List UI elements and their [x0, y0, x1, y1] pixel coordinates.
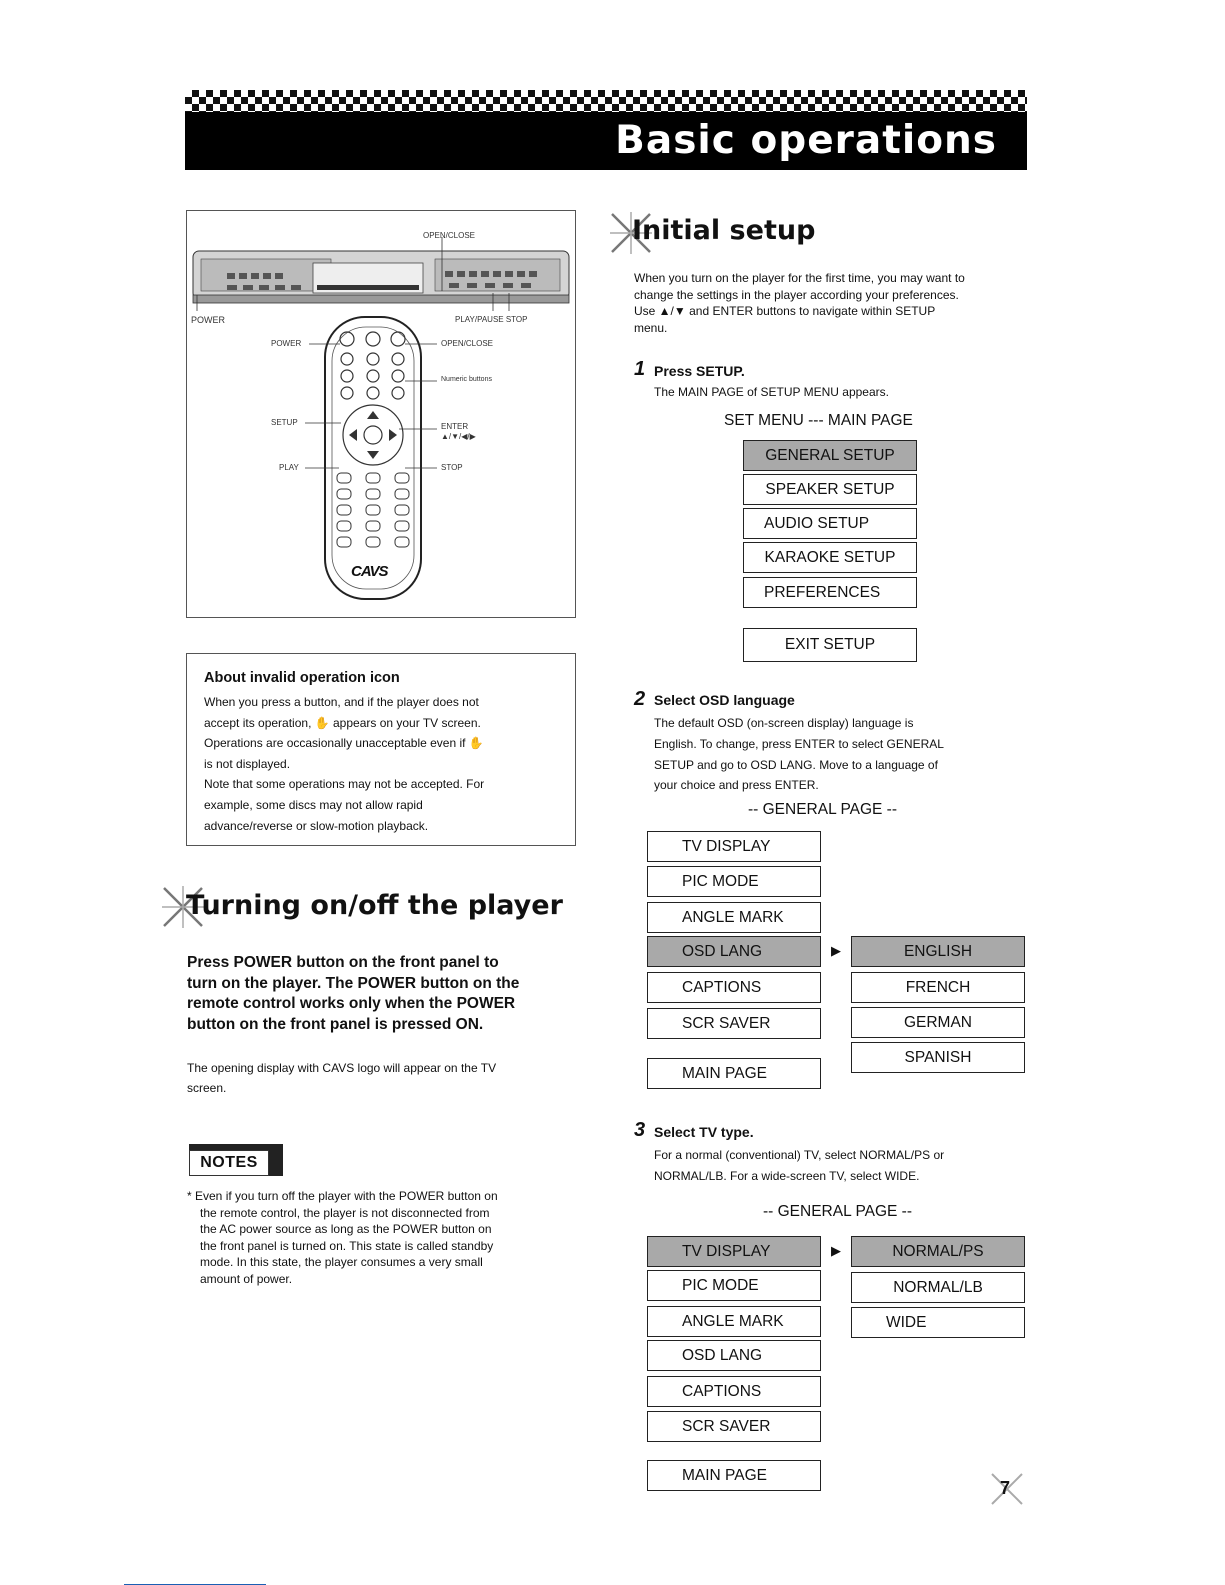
menu-item-pic-mode[interactable]: PIC MODE [647, 866, 821, 897]
option-normal-lb[interactable]: NORMAL/LB [851, 1272, 1025, 1303]
about-line: accept its operation, ✋ appears on your TV screen. [204, 715, 481, 730]
about-invalid-icon-box [186, 653, 576, 846]
menu-item-captions[interactable]: CAPTIONS [647, 972, 821, 1003]
option-spanish[interactable]: SPANISH [851, 1042, 1025, 1073]
label-setup: SETUP [271, 418, 298, 427]
note-line: the AC power source as long as the POWER button on [200, 1222, 492, 1236]
menu-item-osd-lang[interactable]: OSD LANG [647, 936, 821, 967]
step-number: 1 [634, 358, 646, 380]
intro-line: When you turn on the player for the first time, you may want to [634, 271, 965, 285]
desc-line: The default OSD (on-screen display) language is [654, 716, 914, 730]
header-checker-pattern [185, 90, 1027, 112]
desc-line: SETUP and go to OSD LANG. Move to a language of [654, 757, 938, 772]
menu-item-scr-saver[interactable]: SCR SAVER [647, 1008, 821, 1039]
label-open-close-top: OPEN/CLOSE [423, 231, 476, 240]
menu-caption: SET MENU --- MAIN PAGE [724, 412, 913, 429]
label-enter: ENTER [441, 422, 469, 431]
note-line: mode. In this state, the player consumes a very small [200, 1255, 483, 1269]
menu-item-karaoke-setup[interactable]: KARAOKE SETUP [743, 542, 917, 573]
menu-item-preferences[interactable]: PREFERENCES [743, 577, 917, 608]
main-page-button[interactable]: MAIN PAGE [647, 1058, 821, 1089]
text-line: screen. [187, 1081, 227, 1095]
intro-line: Use ▲/▼ and ENTER buttons to navigate within SETUP [634, 304, 936, 318]
right-arrow-icon: ▶ [831, 943, 841, 958]
step-title: Select TV type. [654, 1124, 754, 1140]
about-line: When you press a button, and if the player does not [204, 695, 479, 709]
notes-label: NOTES [189, 1150, 269, 1176]
label-play-pause-stop: PLAY/PAUSE STOP [455, 315, 528, 324]
turning-section-title: Turning on/off the player [186, 890, 563, 921]
step-desc [654, 713, 1034, 796]
label-power-remote: POWER [271, 339, 302, 348]
step-number: 3 [634, 1119, 646, 1141]
initial-intro [634, 270, 1034, 336]
main-page-button[interactable]: MAIN PAGE [647, 1460, 821, 1491]
menu-item-captions[interactable]: CAPTIONS [647, 1376, 821, 1407]
device-figure [186, 210, 576, 618]
menu-item-angle-mark[interactable]: ANGLE MARK [647, 1306, 821, 1337]
label-power-front: POWER [191, 315, 226, 325]
notes-tag [185, 1144, 283, 1176]
menu-item-pic-mode[interactable]: PIC MODE [647, 1270, 821, 1301]
menu-item-general-setup[interactable]: GENERAL SETUP [743, 440, 917, 471]
desc-line: your choice and press ENTER. [654, 778, 819, 793]
label-numeric-buttons: Numeric buttons [441, 376, 492, 383]
note-line: the front panel is turned on. This state is called standby [200, 1238, 494, 1253]
menu-item-audio-setup[interactable]: AUDIO SETUP [743, 508, 917, 539]
menu-item-tv-display[interactable]: TV DISPLAY [647, 1236, 821, 1267]
step-title: Press SETUP. [654, 363, 745, 379]
label-open-close-remote: OPEN/CLOSE [441, 339, 494, 348]
step-number: 2 [634, 688, 646, 710]
option-french[interactable]: FRENCH [851, 972, 1025, 1003]
bold-line: remote control works only when the POWER [187, 995, 516, 1012]
note-line: * Even if you turn off the player with the POWER button on [187, 1189, 498, 1203]
desc-line: NORMAL/LB. For a wide-screen TV, select WIDE. [654, 1168, 920, 1183]
about-title: About invalid operation icon [204, 670, 400, 686]
menu-item-tv-display[interactable]: TV DISPLAY [647, 831, 821, 862]
label-play: PLAY [279, 463, 299, 472]
about-line: Note that some operations may not be accepted. For [204, 777, 485, 792]
exit-setup-button[interactable]: EXIT SETUP [743, 628, 917, 662]
about-line: advance/reverse or slow-motion playback. [204, 818, 429, 833]
note-line: amount of power. [200, 1271, 293, 1286]
desc-line: For a normal (conventional) TV, select NORMAL/PS or [654, 1148, 945, 1162]
right-arrow-icon: ▶ [831, 1243, 841, 1258]
device-illustration [187, 211, 575, 617]
page-title: Basic operations [615, 118, 997, 163]
bold-line: button on the front panel is pressed ON. [187, 1015, 484, 1033]
option-normal-ps[interactable]: NORMAL/PS [851, 1236, 1025, 1267]
initial-section-title: Initial setup [632, 215, 816, 246]
note-line: the remote control, the player is not disconnected from [200, 1205, 490, 1220]
notes-text [187, 1188, 587, 1287]
option-wide[interactable]: WIDE [851, 1307, 1025, 1338]
intro-line: menu. [634, 320, 668, 335]
label-stop: STOP [441, 463, 463, 472]
text-line: The opening display with CAVS logo will appear on the TV [187, 1061, 497, 1075]
about-line: Operations are occasionally unacceptable even if ✋ [204, 736, 484, 751]
label-arrows: ▲/▼/◀/▶ [441, 432, 476, 441]
menu-item-speaker-setup[interactable]: SPEAKER SETUP [743, 474, 917, 505]
menu-item-scr-saver[interactable]: SCR SAVER [647, 1411, 821, 1442]
step-desc: The MAIN PAGE of SETUP MENU appears. [654, 385, 889, 399]
menu-caption: -- GENERAL PAGE -- [748, 801, 897, 818]
about-line: example, some discs may not allow rapid [204, 797, 423, 812]
header-bar [185, 112, 1027, 170]
about-line: is not displayed. [204, 756, 291, 771]
turning-bold-text [187, 953, 577, 1035]
menu-item-angle-mark[interactable]: ANGLE MARK [647, 902, 821, 933]
option-german[interactable]: GERMAN [851, 1007, 1025, 1038]
menu-item-osd-lang[interactable]: OSD LANG [647, 1340, 821, 1371]
intro-line: change the settings in the player according your preferences. [634, 287, 959, 302]
page-number: 7 [1000, 1478, 1011, 1498]
step-title: Select OSD language [654, 692, 795, 708]
menu-caption: -- GENERAL PAGE -- [763, 1203, 912, 1220]
bold-line: Press POWER button on the front panel to [187, 954, 499, 971]
cavs-logo: CAVS [351, 563, 388, 580]
desc-line: English. To change, press ENTER to select GENERAL [654, 736, 944, 751]
turning-body-text [187, 1058, 577, 1098]
bold-line: turn on the player. The POWER button on the [187, 974, 520, 992]
option-english[interactable]: ENGLISH [851, 936, 1025, 967]
step-desc [654, 1145, 1034, 1187]
